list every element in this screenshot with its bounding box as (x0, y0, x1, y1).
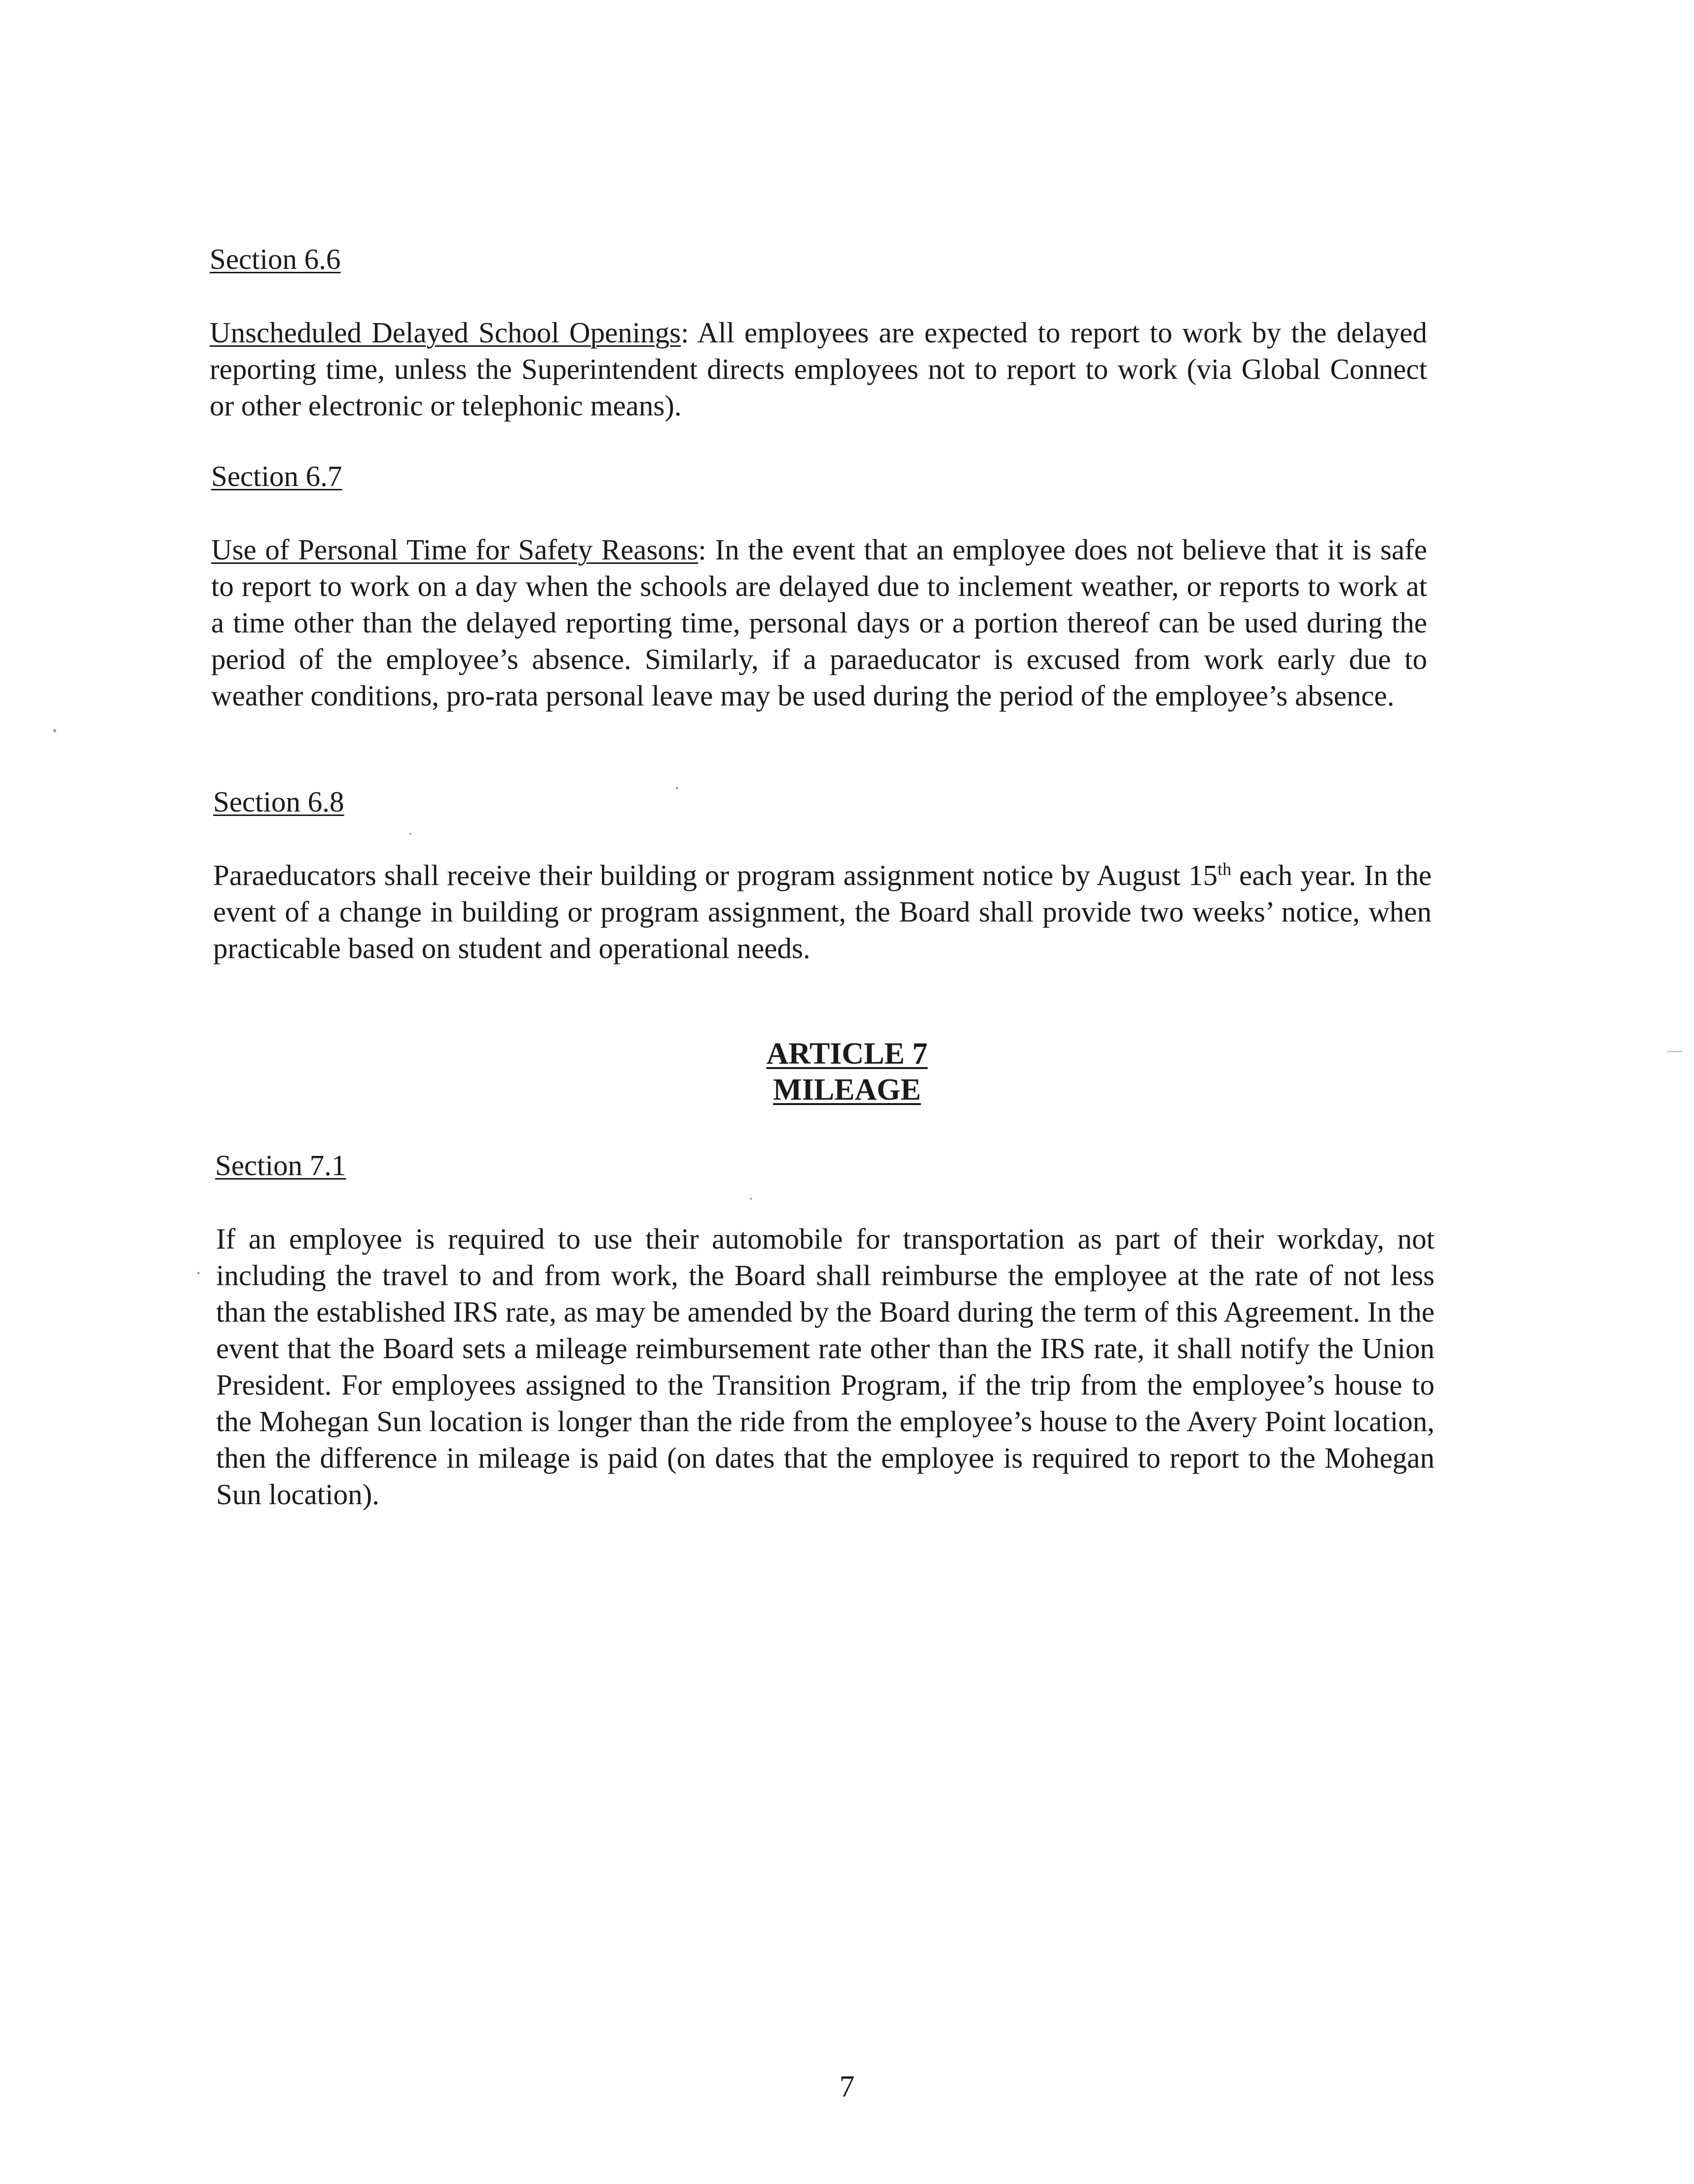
scan-speck (53, 729, 56, 732)
article-number: ARTICLE 7 (766, 1037, 928, 1071)
section-6-8-body-part1: Paraeducators shall receive their building or program assignment notice by August 15 (213, 859, 1218, 891)
section-6-6-body: All employees are expected to report to work by the delayed reporting time, unless the Superintendent directs employees not to report to work (via Global Connect or other electronic or telephonic means). (210, 316, 1427, 422)
scan-speck (676, 787, 678, 789)
scan-speck (1667, 1051, 1682, 1052)
ordinal-superscript: th (1217, 859, 1232, 879)
section-6-6-heading: Section 6.6 (210, 243, 341, 275)
section-7-1-paragraph (216, 1221, 1435, 1513)
section-6-8-heading: Section 6.8 (213, 785, 344, 818)
section-7-1-heading: Section 7.1 (215, 1149, 346, 1182)
section-6-6-title: Unscheduled Delayed School Openings (210, 316, 681, 349)
section-6-7-heading: Section 6.7 (211, 460, 342, 492)
section-6-7-body: In the event that an employee does not believe that it is safe to report to work on a day when the schools are delayed due to inclement weather, or reports to work at a time other than the delayed reporting time, personal days or a portion thereof can be used during the period of the employee’s absence. Similarly, if a paraeducator is excused from work early due to weather conditions, pro-rata personal leave may be used during the period of the employee’s absence. (211, 533, 1427, 712)
scan-speck (750, 1198, 752, 1200)
section-6-6-paragraph: Unscheduled Delayed School Openings: All employees are expected to report to work by the delayed reporting time, unless the Superintendent directs employees not to report to work (via Global Connect or other electronic or telephonic means). (210, 316, 1427, 422)
section-7-1-body: If an employee is required to use their automobile for transportation as part of their workday, not including the travel to and from work, the Board shall reimburse the employee at the rate of not less than the established IRS rate, as may be amended by the Board during the term of this Agreement. In the event that the Board sets a mileage reimbursement rate other than the IRS rate, it shall notify the Union President. For employees assigned to the Transition Program, if the trip from the employee’s house to the Mohegan Sun location is longer than the ride from the employee’s house to the Avery Point location, then the difference in mileage is paid (on dates that the employee is required to report to the Mohegan Sun location). (216, 1222, 1435, 1511)
scan-speck (197, 1272, 200, 1274)
section-6-8-paragraph (213, 857, 1432, 966)
page-number: 7 (839, 2070, 855, 2104)
section-6-7-paragraph: Use of Personal Time for Safety Reasons: In the event that an employee does not believe that it is safe to report to work on a day when the schools are delayed due to inclement weather, or reports to work at a time other than the delayed reporting time, personal days or a portion thereof can be used during the period of the employee’s absence. Similarly, if a paraeducator is excused from work early due to weather conditions, pro-rata personal leave may be used during the period of the employee’s absence. (211, 533, 1427, 712)
article-title: MILEAGE (773, 1073, 921, 1107)
section-6-8-body-part2: each year. In the event of a change in building or program assignment, the Board shall provide two weeks’ notice, when practicable based on student and operational needs. (213, 859, 1432, 964)
section-6-7-title: Use of Personal Time for Safety Reasons (211, 533, 699, 566)
scan-speck (409, 833, 411, 835)
